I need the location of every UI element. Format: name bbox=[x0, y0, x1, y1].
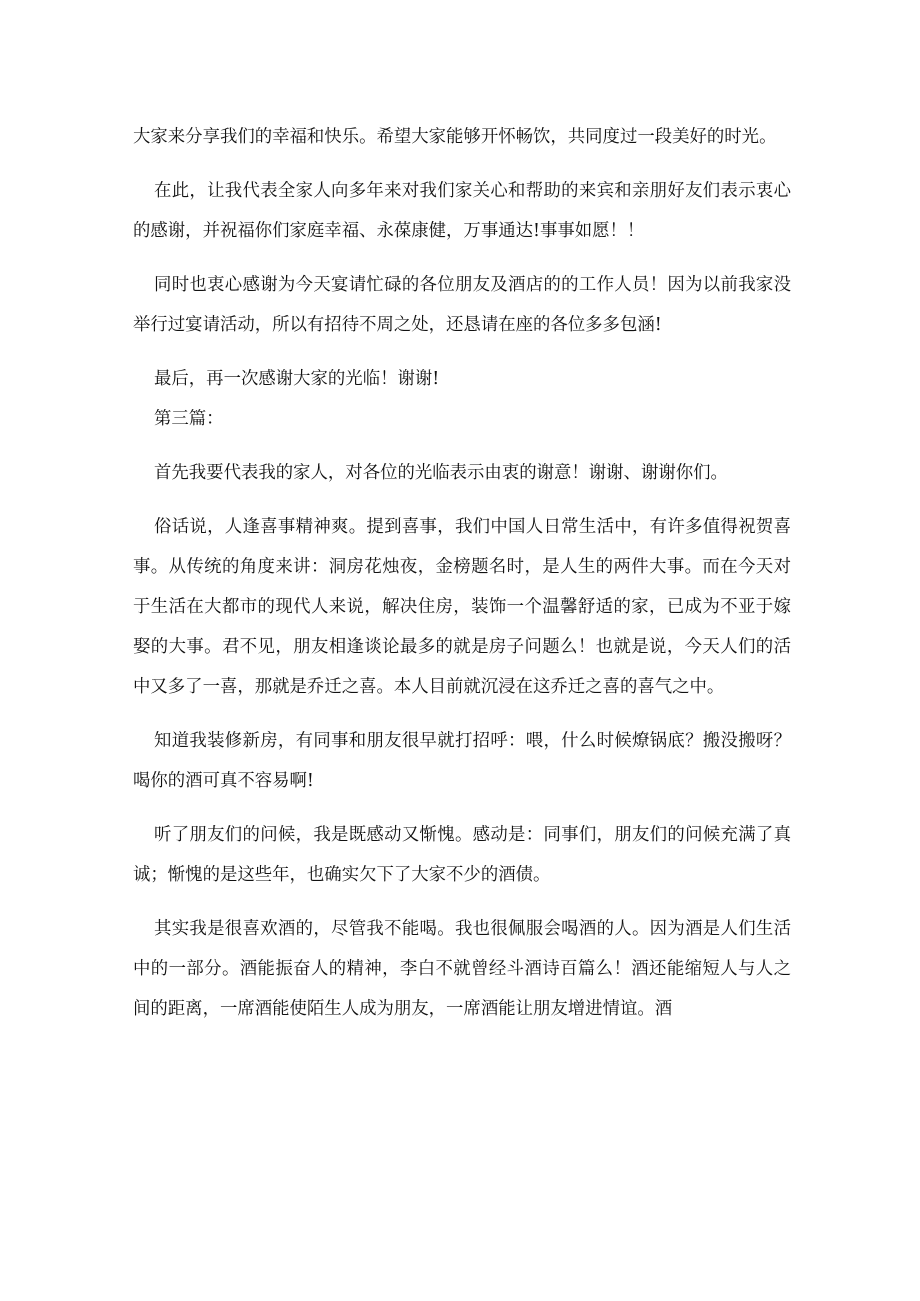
paragraph: 俗话说，人逢喜事精神爽。提到喜事，我们中国人日常生活中，有许多值得祝贺喜事。从传统的角度来讲：洞房花烛夜，金榜题名时，是人生的两件大事。而在今天对于生活在大都市的现代人来说，解决住房，装饰一个温馨舒适的家，已成为不亚于嫁娶的大事。君不见，朋友相逢谈论最多的就是房子问题么！也就是说，今天人们的活中又多了一喜，那就是乔迁之喜。本人目前就沉浸在这乔迁之喜的喜气之中。 bbox=[133, 517, 791, 697]
paragraph: 最后，再一次感谢大家的光临！谢谢! bbox=[154, 369, 440, 389]
paragraph: 听了朋友们的问候，我是既感动又惭愧。感动是：同事们，朋友们的问候充满了真诚；惭愧的是这些年，也确实欠下了大家不少的酒债。 bbox=[133, 825, 791, 885]
paragraph: 其实我是很喜欢酒的，尽管我不能喝。我也很佩服会喝酒的人。因为酒是人们生活中的一部分。酒能振奋人的精神，李白不就曾经斗酒诗百篇么！酒还能缩短人与人之间的距离，一席酒能使陌生人成为朋友，一席酒能让朋友增进情谊。酒 bbox=[133, 919, 791, 1019]
paragraph: 同时也衷心感谢为今天宴请忙碌的各位朋友及酒店的的工作人员！因为以前我家没举行过宴请活动，所以有招待不周之处，还恳请在座的各位多多包涵! bbox=[133, 275, 791, 335]
paragraph: 首先我要代表我的家人，对各位的光临表示由衷的谢意！谢谢、谢谢你们。 bbox=[154, 463, 728, 483]
document-body bbox=[133, 117, 791, 1029]
paragraph: 在此，让我代表全家人向多年来对我们家关心和帮助的来宾和亲朋好友们表示衷心的感谢，并祝福你们家庭幸福、永葆康健，万事通达!事事如愿！！ bbox=[133, 181, 791, 241]
paragraph: 知道我装修新房，有同事和朋友很早就打招呼：喂，什么时候燎锅底？搬没搬呀？喝你的酒可真不容易啊! bbox=[133, 731, 791, 791]
paragraph: 大家来分享我们的幸福和快乐。希望大家能够开怀畅饮，共同度过一段美好的时光。 bbox=[133, 127, 777, 147]
paragraph-heading: 第三篇： bbox=[154, 409, 224, 429]
